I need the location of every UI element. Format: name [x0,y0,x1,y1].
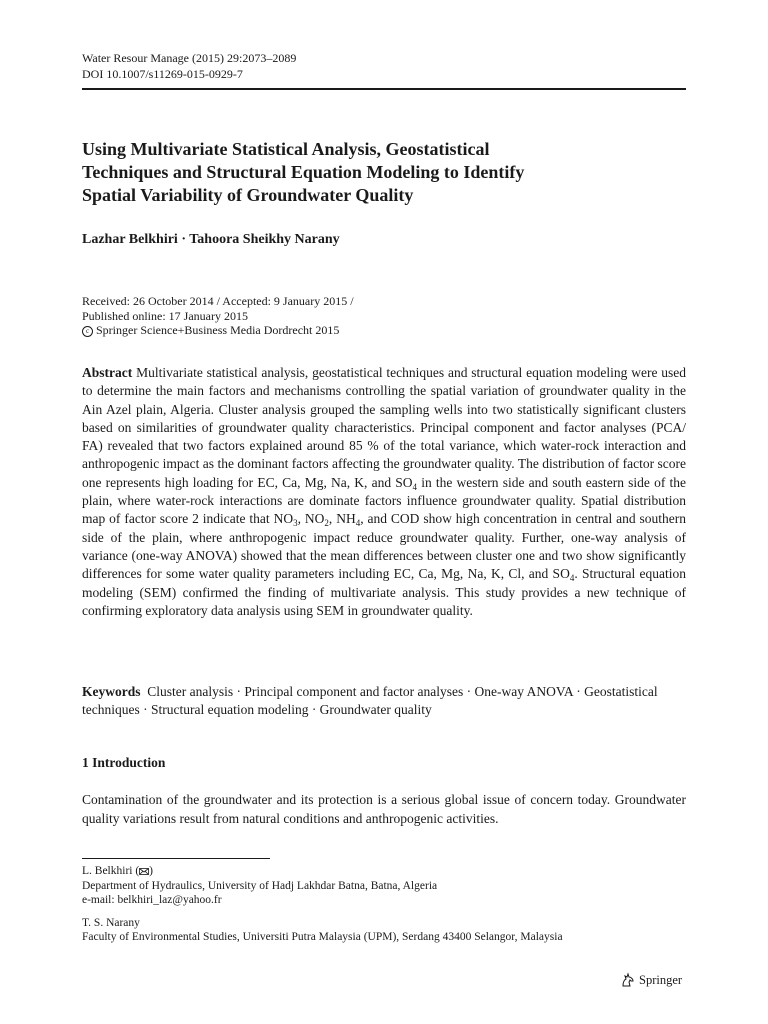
header-rule [82,88,686,90]
keywords-text: Cluster analysis · Principal component and factor analyses · One-way ANOVA · Geostatistical techniques · Structural equation modeling · Groundwater quality [82,684,658,718]
author-name: Lazhar Belkhiri [82,232,178,247]
abstract-text: Multivariate statistical analysis, geostatistical techniques and structural equation modeling were used to determine the main factors and mechanisms controlling the spatial variation of groundwater quality in the Ain Azel plain, Algeria. Cluster analysis grouped the sampling wells into two statistically significant clusters based on similarities of groundwater quality characteristics. Principal component and factor analyses (PCA/ FA) revealed that two factors explained around 85 % of the total variance, which water-rock interaction and anthropogenic impact as the dominant factors affecting the groundwater quality. The distribution of factor score one represents high loading for EC, Ca, Mg, Na, K, and SO [82,365,686,490]
subscript: 3 [293,518,298,529]
journal-citation: Water Resour Manage (2015) 29:2073–2089 [82,51,297,65]
author1-footnote-name: L. Belkhiri ( ) [82,865,154,877]
keywords [82,683,692,720]
abstract [82,364,686,620]
abstract-text: , NO [297,511,325,527]
section-heading-introduction: 1 Introduction [82,755,166,770]
author1-affiliation: Department of Hydraulics, University of Hadj Lakhdar Batna, Batna, Algeria [82,879,438,892]
copyright-icon: c [82,326,93,337]
subscript: 4 [355,518,361,529]
keywords-label: Keywords [82,684,141,699]
paper-title [82,138,692,207]
abstract-text: in the western side and south eastern side of the plain, where water-rock interactions are dominate factors influence groundwater quality. Spatial distribution map of factor score 2 indicate that NO [82,474,686,527]
publisher-name: Springer [639,972,683,987]
author-separator: · [177,232,190,247]
envelope-icon [139,868,149,875]
abstract-text: , NH [328,511,356,527]
copyright-text: Springer Science+Business Media Dordrecht 2015 [96,323,340,337]
title-line-3: Spatial Variability of Groundwater Quality [82,185,414,205]
author-name: Tahoora Sheikhy Narany [189,232,340,247]
author2-affiliation: Faculty of Environmental Studies, Universiti Putra Malaysia (UPM), Serdang 43400 Selangor, Malaysia [82,931,563,943]
published-online: Published online: 17 January 2015 [82,308,248,323]
publisher-logo [620,972,682,988]
author-list [82,232,340,248]
introduction-text: Contamination of the groundwater and its protection is a serious global issue of concern today. Groundwater quality variations result from natural conditions and anthropogenic activities. [82,792,686,826]
author1-email[interactable]: e-mail: belkhiri_laz@yahoo.fr [82,894,222,906]
publication-dates [82,294,354,338]
footnotes [82,864,563,945]
subscript: 4 [569,573,575,584]
springer-horse-icon [620,972,636,988]
author2-footnote-name: T. S. Narany [82,916,140,929]
journal-doi: DOI 10.1007/s11269-015-0929-7 [82,67,243,81]
abstract-text: . Structural equation modeling (SEM) confirmed the finding of multivariate analysis. This study provides a new technique of confirming exploratory data analysis using SEM in groundwater quality. [82,566,686,618]
abstract-label: Abstract [82,365,133,380]
footnote-spacer [82,908,563,916]
subscript: 4 [412,481,418,492]
copyright-line [82,323,354,338]
title-line-2: Techniques and Structural Equation Modeling to Identify [82,162,525,182]
journal-header [82,50,296,82]
received-accepted: Received: 26 October 2014 / Accepted: 9 January 2015 / [82,294,354,308]
abstract-text: , and COD show high concentration in central and southern side of the plain, where anthropogenic impact reduce groundwater quality. Further, one-way analysis of variance (one-way ANOVA) showed that the mean differences between cluster one and two show significantly differences for some water quality parameters including EC, Ca, Mg, Na, K, Cl, and SO [82,511,687,582]
title-line-1: Using Multivariate Statistical Analysis, Geostatistical [82,139,490,159]
subscript: 2 [324,518,329,529]
footnote-rule [82,858,270,859]
